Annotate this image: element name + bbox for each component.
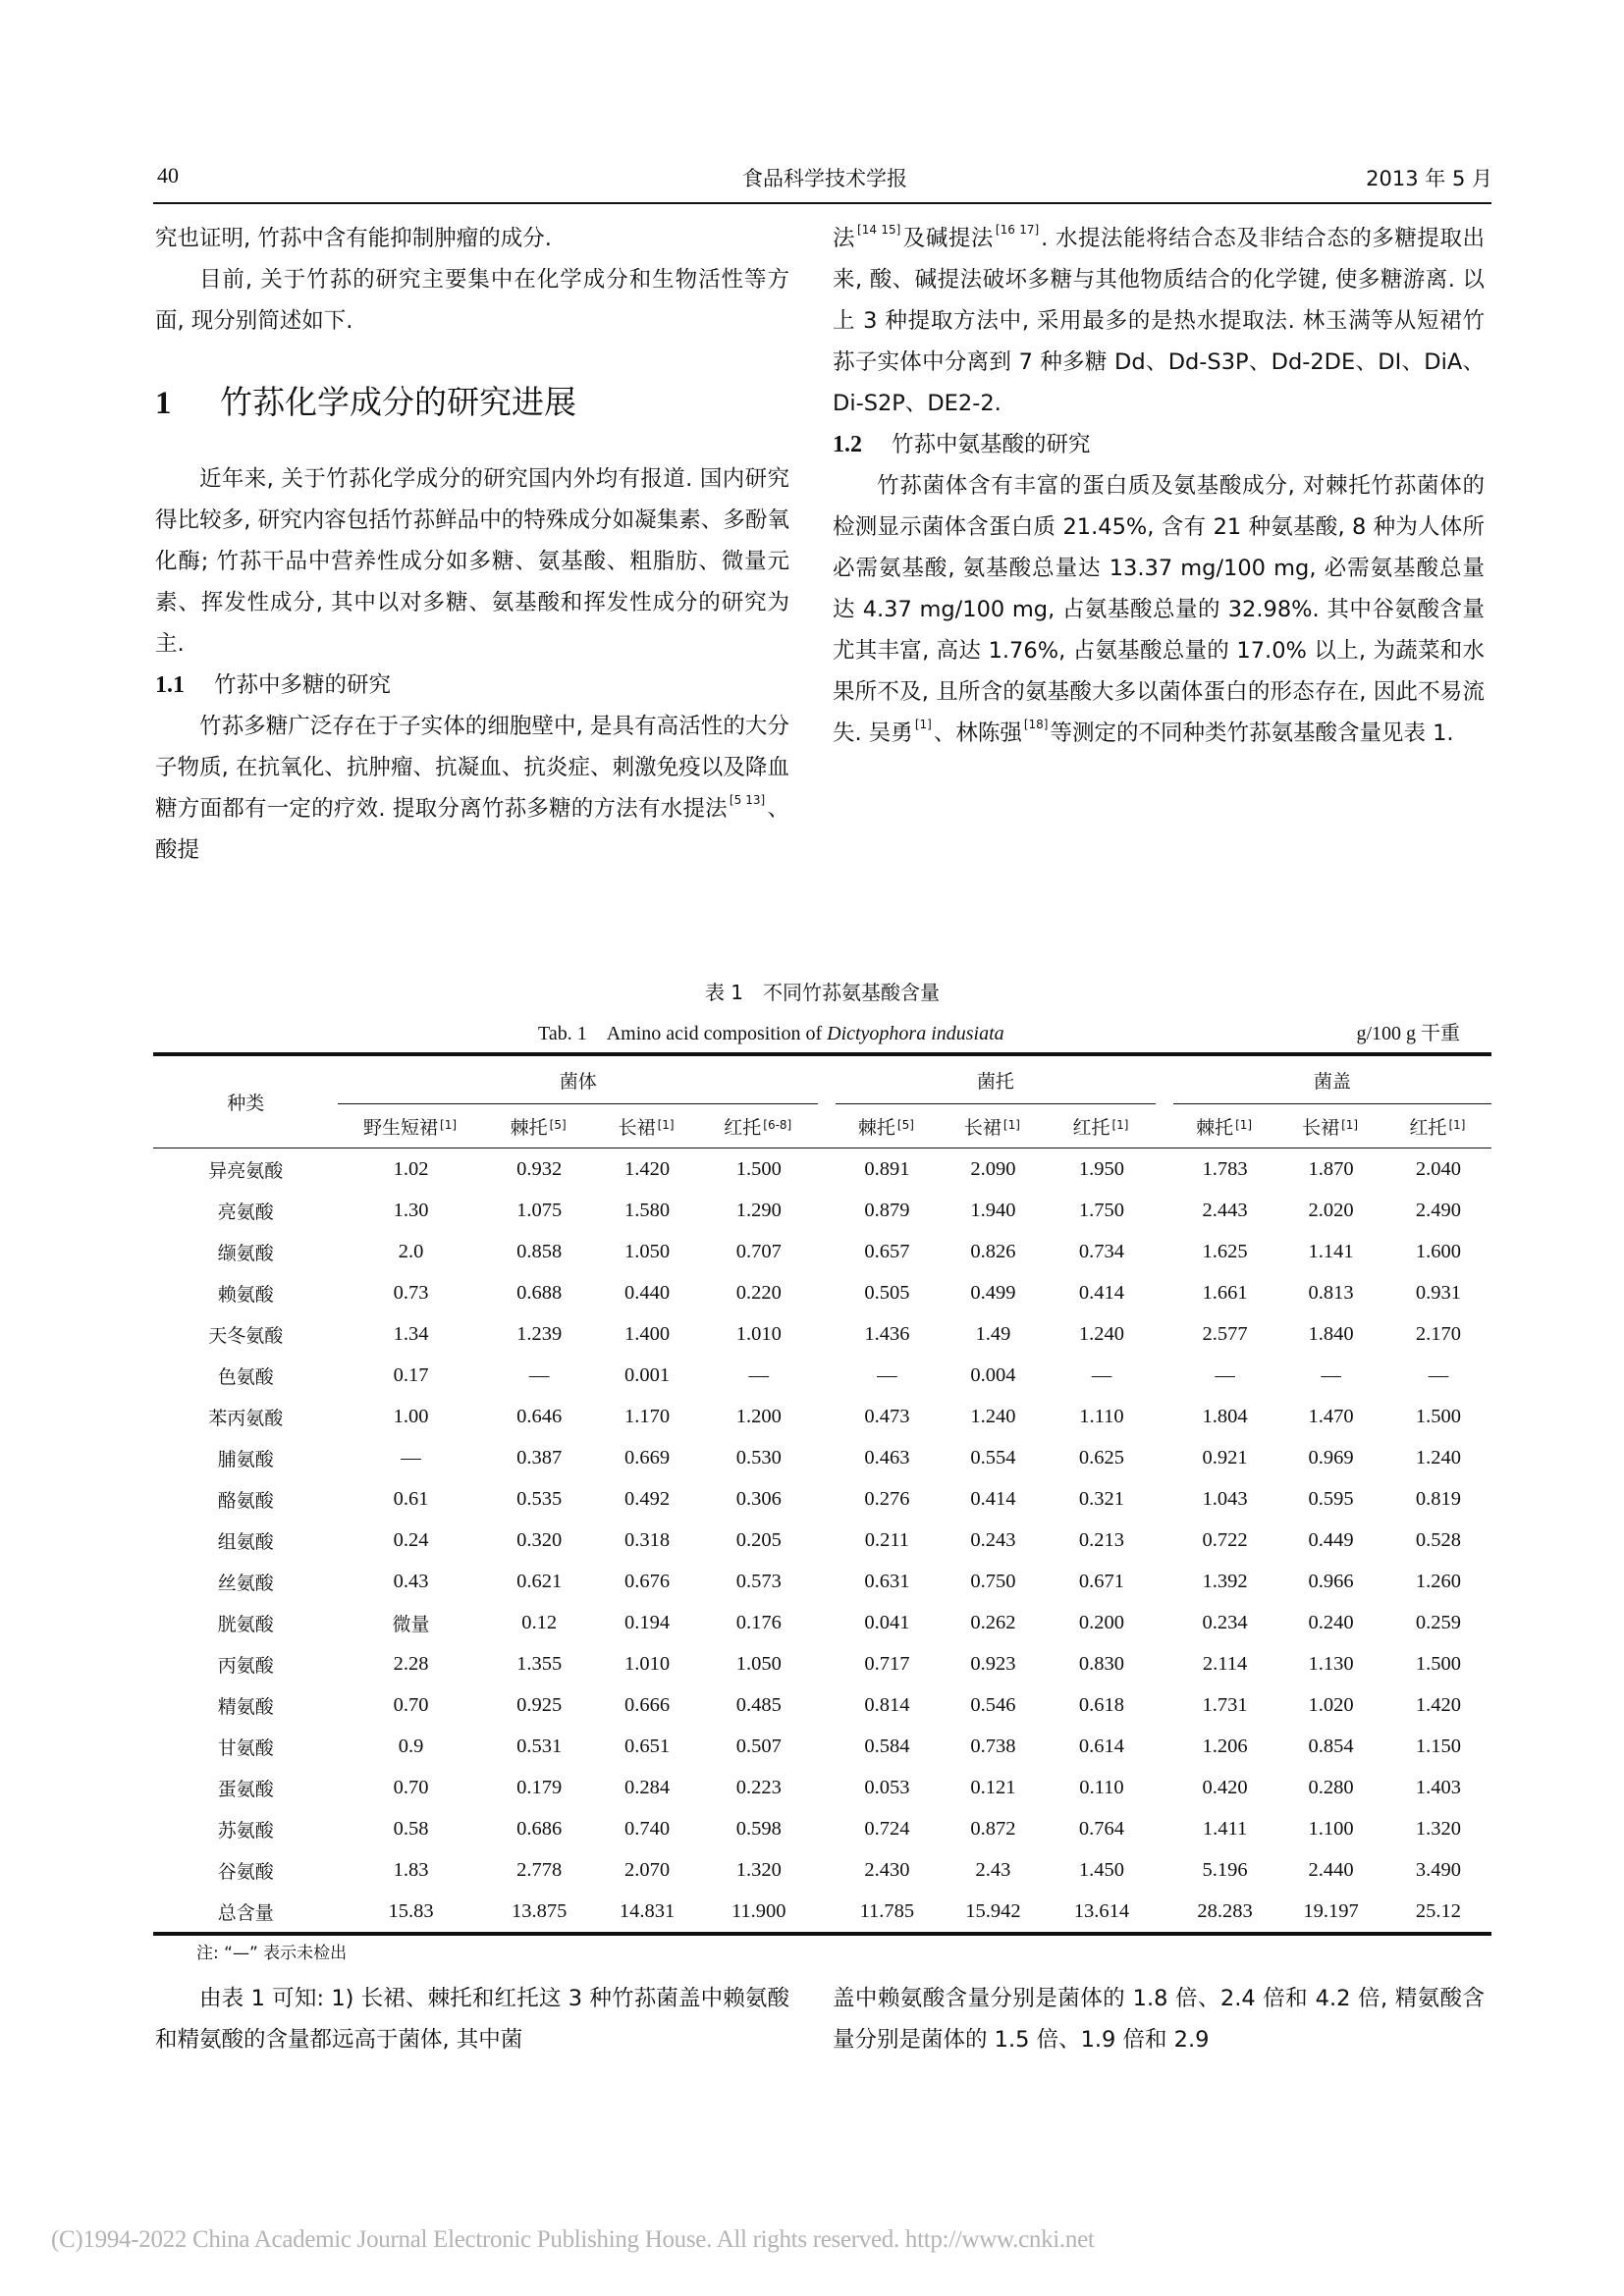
amino-acid-name: 亮氨酸 [217,1201,274,1223]
table-row [153,1602,1491,1643]
table-cell: 0.595 [1308,1487,1354,1510]
table-cell: 0.24 [393,1528,429,1551]
table-row [153,1561,1491,1602]
amino-acid-name: 苯丙氨酸 [208,1407,284,1429]
table-cell: 0.463 [864,1446,910,1468]
column-header: 红托 [1] [1072,1116,1129,1139]
table-cell: 0.669 [624,1446,671,1468]
table-cell: 2.43 [975,1858,1011,1881]
table-cell: 1.02 [393,1157,429,1180]
subsection-title: 竹荪中多糖的研究 [214,672,392,698]
amino-acid-name: 丙氨酸 [217,1654,274,1677]
table-cell: 1.200 [735,1405,782,1427]
table-cell: 1.043 [1202,1487,1248,1510]
table-title: 表 1 不同竹荪氨基酸含量 [704,981,941,1004]
table-cell: 0.473 [864,1405,910,1427]
table-cell: 5.196 [1202,1858,1248,1881]
table-cell: 2.577 [1202,1322,1248,1345]
section-heading [155,373,789,433]
table-cell: 0.676 [624,1570,671,1592]
table-row [153,1767,1491,1808]
table-cell: 1.260 [1415,1570,1461,1592]
table-cell: 0.179 [516,1776,563,1798]
table-cell: 0.420 [1202,1776,1248,1798]
table-row [153,1684,1491,1726]
table-cell: 0.284 [624,1776,671,1798]
table-cell: 2.0 [398,1240,424,1262]
table-caption-prefix: Tab. 1 Amino acid composition of [538,1023,828,1044]
table-cell: 0.879 [864,1199,910,1221]
table-note: 注: “—” 表示未检出 [196,1944,348,1963]
amino-acid-name: 天冬氨酸 [208,1324,284,1347]
table-cell: 0.499 [970,1281,1016,1304]
table-cell: 0.320 [516,1528,563,1551]
table-cell: 2.443 [1202,1199,1248,1221]
table-cell: 0.70 [393,1693,429,1716]
table-cell: 0.200 [1078,1611,1125,1633]
amino-acid-name: 甘氨酸 [217,1736,274,1759]
table-cell: — [528,1363,550,1386]
table-cell: 11.785 [859,1899,915,1922]
table-cell: 0.61 [393,1487,429,1510]
table-cell: 2.070 [624,1858,671,1881]
table-cell: 1.500 [735,1157,782,1180]
table-cell: 2.170 [1415,1322,1461,1345]
column-header: 长裙 [1] [963,1116,1020,1139]
table-cell: 0.280 [1308,1776,1354,1798]
amino-acid-name: 胱氨酸 [217,1613,274,1635]
table-cell: 0.43 [393,1570,429,1592]
table-cell: 1.320 [735,1858,782,1881]
table-body [153,1148,1491,1935]
table-cell: 1.020 [1308,1693,1354,1716]
page-number: 40 [157,163,179,187]
amino-acid-name: 异亮氨酸 [208,1159,284,1182]
table-cell: 0.854 [1308,1735,1354,1757]
citation: [18] [1023,718,1049,731]
table-cell: 1.625 [1202,1240,1248,1262]
table-cell: 2.440 [1308,1858,1354,1881]
table-cell: 0.505 [864,1281,910,1304]
table-cell: 0.321 [1078,1487,1125,1510]
row-header-label: 种类 [227,1093,265,1114]
table-cell: 1.240 [1415,1446,1461,1468]
table-cell: — [877,1363,897,1386]
table-cell: 1.420 [624,1157,671,1180]
table-cell: 0.110 [1079,1776,1124,1798]
amino-acid-name: 精氨酸 [217,1695,274,1718]
table-cell: 1.010 [624,1652,671,1675]
table-cell: 0.625 [1078,1446,1125,1468]
paragraph-text: 等测定的不同种类竹荪氨基酸含量见表 1. [1050,721,1454,746]
citation: [1] [914,718,932,731]
table-cell: 0.740 [624,1817,671,1840]
section-number: 1 [155,386,172,421]
table-cell: 1.783 [1202,1157,1248,1180]
table-cell: 0.530 [735,1446,782,1468]
table-cell: 0.9 [398,1735,424,1757]
species-name: Dictyophora indusiata [827,1023,1004,1044]
paragraph [833,465,1485,754]
table-cell: 1.075 [516,1199,563,1221]
table-cell: 2.778 [516,1858,563,1881]
table-cell: 0.492 [624,1487,671,1510]
citation: [16 17] [995,223,1040,237]
table-cell: 1.731 [1202,1693,1248,1716]
table-cell: 0.722 [1202,1528,1248,1551]
table-cell: 1.30 [393,1199,429,1221]
table-cell: 0.931 [1415,1281,1461,1304]
table-cell: 1.34 [393,1322,429,1345]
table-cell: 0.598 [735,1817,782,1840]
table-cell: 0.262 [970,1611,1016,1633]
table-cell: 0.546 [970,1693,1016,1716]
table-cell: 1.010 [735,1322,782,1345]
column-header: 红托 [1] [1409,1116,1466,1139]
table-cell: 0.194 [624,1611,671,1633]
table-cell: 0.58 [393,1817,429,1840]
table-cell: 1.290 [735,1199,782,1221]
table-cell: 0.830 [1078,1652,1125,1675]
table-cell: 0.528 [1415,1528,1461,1551]
table-cell: — [1091,1363,1112,1386]
table-cell: 1.170 [624,1405,671,1427]
group-header: 菌盖 [1173,1054,1491,1104]
table-cell: 1.470 [1308,1405,1354,1427]
paragraph [833,218,1485,424]
table-cell: 1.804 [1202,1405,1248,1427]
table-row [153,1272,1491,1313]
running-header [157,157,1492,196]
subsection-heading [833,424,1485,465]
table-cell: 0.891 [864,1157,910,1180]
column-header: 野生短裙 [1] [363,1116,458,1139]
table-cell: 1.239 [516,1322,563,1345]
table-cell: 0.921 [1202,1446,1248,1468]
table-cell: 1.420 [1415,1693,1461,1716]
table-row [153,1808,1491,1849]
table-cell: 14.831 [619,1899,676,1922]
table-cell: 0.651 [624,1735,671,1757]
table-cell: 0.449 [1308,1528,1354,1551]
table-cell: 1.840 [1308,1322,1354,1345]
table-cell: 2.020 [1308,1199,1354,1221]
table-cell: 0.213 [1078,1528,1125,1551]
table-cell: 28.283 [1197,1899,1253,1922]
table-cell: 0.535 [516,1487,563,1510]
table-cell: 1.206 [1202,1735,1248,1757]
paragraph [155,706,789,871]
table-cell: 0.70 [393,1776,429,1798]
table-cell: 0.666 [624,1693,671,1716]
table-cell: 0.872 [970,1817,1016,1840]
table-cell: 15.83 [388,1899,434,1922]
table-cell: 2.114 [1202,1652,1248,1675]
paragraph: 近年来, 关于竹荪化学成分的研究国内外均有报道. 国内研究得比较多, 研究内容包括竹荪鲜品中的特殊成分如凝集素、多酚氧化酶; 竹荪干品中营养性成分如多糖、氨基酸、粗脂肪、微量元素、挥发性成分, 其中以对多糖、氨基酸和挥发性成分的研究为主. [155,466,789,657]
table-cell: 0.220 [735,1281,782,1304]
table-cell: — [1215,1363,1235,1386]
table-cell: 1.83 [393,1858,429,1881]
table-cell: 2.430 [864,1858,910,1881]
table-cell: 0.440 [624,1281,671,1304]
table-cell: 1.450 [1078,1858,1125,1881]
table-cell: — [1321,1363,1341,1386]
column-header: 棘托 [1] [1196,1116,1253,1139]
issue-date: 2013 年 5 月 [1366,167,1492,190]
left-column-continued [155,1978,789,2060]
table-cell: 0.73 [393,1281,429,1304]
journal-title: 食品科学技术学报 [742,167,907,190]
table-cell: 0.573 [735,1570,782,1592]
table-cell: — [748,1363,769,1386]
table-cell: 0.688 [516,1281,563,1304]
table-cell: 1.141 [1308,1240,1354,1262]
table-row [153,1643,1491,1684]
amino-acid-name: 缬氨酸 [217,1242,274,1264]
table-cell: 3.490 [1415,1858,1461,1881]
column-header: 红托 [6-8] [724,1116,792,1139]
table-unit: g/100 g 干重 [1356,1023,1460,1044]
right-column-continued [833,1978,1485,2060]
paragraph-text: 、酸提 [155,796,789,863]
subsection-title: 竹荪中氨基酸的研究 [892,432,1091,457]
table-cell: 1.661 [1202,1281,1248,1304]
table-cell: 1.355 [516,1652,563,1675]
table-cell: 0.414 [970,1487,1016,1510]
table-cell: 0.621 [516,1570,563,1592]
table-cell: 0.211 [864,1528,910,1551]
table-cell: 0.614 [1078,1735,1125,1757]
paragraph-text: 竹荪菌体含有丰富的蛋白质及氨基酸成分, 对棘托竹荪菌体的检测显示菌体含蛋白质 21.45%, 含有 21 种氨基酸, 8 种为人体所必需氨基酸, 氨基酸总量达 13.37 mg/100 mg, 必需氨基酸总量达 4.37 mg/100 mg, 占氨基酸总量的 32.98%. 其中谷氨酸含量尤其丰富, 高达 1.76%, 占氨基酸总量的 17.0% 以上, 为蔬菜和水果所不及, 且所含的氨基酸大多以菌体蛋白的形态存在, 因此不易流失. 吴勇 [833,473,1485,746]
table-cell: 0.925 [516,1693,563,1716]
group-header: 菌托 [836,1054,1157,1104]
table-cell: 0.686 [516,1817,563,1840]
table-row [153,1313,1491,1355]
paragraph: 盖中赖氨酸含量分别是菌体的 1.8 倍、2.4 倍和 4.2 倍, 精氨酸含量分别是菌体的 1.5 倍、1.9 倍和 2.9 [833,1986,1485,2053]
paragraph: 由表 1 可知: 1) 长裙、棘托和红托这 3 种竹荪菌盖中赖氨酸和精氨酸的含量都远高于菌体, 其中菌 [155,1986,789,2053]
column-header: 棘托 [5] [510,1116,567,1139]
column-header: 长裙 [1] [1302,1116,1359,1139]
paragraph-text: 竹荪多糖广泛存在于子实体的细胞壁中, 是具有高活性的大分子物质, 在抗氧化、抗肿瘤、抗凝血、抗炎症、刺激免疫以及降血糖方面都有一定的疗效. 提取分离竹荪多糖的方法有水提法 [155,714,789,822]
copyright-footer: (C)1994-2022 China Academic Journal Electronic Publishing House. All rights reserved. http://www.cnki.net [51,2226,1095,2253]
table-cell: 0.041 [864,1611,910,1633]
section-title: 竹荪化学成分的研究进展 [220,383,576,421]
table-cell: 1.100 [1308,1817,1354,1840]
table-cell: 1.750 [1078,1199,1125,1221]
table-cell: 0.306 [735,1487,782,1510]
table-cell: 0.707 [735,1240,782,1262]
table-row [153,1355,1491,1396]
amino-acid-name: 丝氨酸 [217,1572,274,1594]
table-cell: 1.600 [1415,1240,1461,1262]
subsection-number: 1.2 [833,432,862,457]
table-cell: 0.734 [1078,1240,1125,1262]
table-cell: 0.414 [1078,1281,1125,1304]
table-cell: 0.554 [970,1446,1016,1468]
amino-acid-name: 脯氨酸 [217,1448,274,1470]
table-cell: 13.614 [1073,1899,1130,1922]
table-cell: 1.392 [1202,1570,1248,1592]
paragraph-text: . 水提法能将结合态及非结合态的多糖提取出来, 酸、碱提法破坏多糖与其他物质结合的化学键, 使多糖游离. 以上 3 种提取方法中, 采用最多的是热水提取法. 林玉满等从短裙竹荪子实体中分离到 7 种多糖 Dd、Dd-S3P、Dd-2DE、DI、DiA、Di-S2P、DE2-2. [833,226,1485,416]
table-cell: 25.12 [1415,1899,1461,1922]
amino-acid-name: 赖氨酸 [217,1283,274,1306]
table-cell: 0.531 [516,1735,563,1757]
table-row [153,1231,1491,1272]
right-column [833,218,1485,754]
table-cell: 0.276 [864,1487,910,1510]
table-cell: 1.870 [1308,1157,1354,1180]
table-row [153,1148,1491,1191]
table-cell: 1.240 [1078,1322,1125,1345]
table-cell: 0.717 [864,1652,910,1675]
table-cell: 1.500 [1415,1652,1461,1675]
column-header: 长裙 [1] [618,1116,675,1139]
column-header: 棘托 [5] [857,1116,914,1139]
table-cell: 1.050 [735,1652,782,1675]
table-cell: 0.618 [1078,1693,1125,1716]
table-cell: 0.205 [735,1528,782,1551]
table-cell: 0.176 [735,1611,782,1633]
table-row [153,1478,1491,1520]
table-cell: 13.875 [511,1899,568,1922]
table-cell: — [1428,1363,1449,1386]
table-row [153,1849,1491,1891]
table-cell: 15.942 [965,1899,1021,1922]
amino-acid-name: 苏氨酸 [217,1819,274,1842]
table-cell: 0.858 [516,1240,563,1262]
paragraph: 目前, 关于竹荪的研究主要集中在化学成分和生物活性等方面, 现分别简述如下. [155,267,789,334]
table-cell: 0.657 [864,1240,910,1262]
table-cell: 1.00 [393,1405,429,1427]
table-cell: 0.223 [735,1776,782,1798]
table-cell: 1.240 [970,1405,1016,1427]
table-cell: 1.580 [624,1199,671,1221]
amino-acid-name: 总含量 [217,1901,274,1924]
table-column-header-row [153,1104,1491,1148]
table-cell: 2.090 [970,1157,1016,1180]
table-cell: 1.436 [864,1322,910,1345]
table-cell: 0.12 [521,1611,558,1633]
table-cell: 0.121 [970,1776,1016,1798]
table-cell: 0.671 [1078,1570,1125,1592]
paragraph: 究也证明, 竹荪中含有能抑制肿瘤的成分. [155,226,552,251]
table-cell: 11.900 [731,1899,786,1922]
table-cell: 0.826 [970,1240,1016,1262]
subsection-heading [155,665,789,706]
table-cell: 0.387 [516,1446,563,1468]
subsection-number: 1.1 [155,672,185,698]
table-row [153,1190,1491,1231]
table-cell: 0.001 [624,1363,671,1386]
table-cell: 0.259 [1415,1611,1461,1633]
amino-acid-name: 蛋氨酸 [217,1778,274,1800]
table-cell: 2.490 [1415,1199,1461,1221]
table-cell: 0.966 [1308,1570,1354,1592]
table-row [153,1520,1491,1561]
table-cell: 0.819 [1415,1487,1461,1510]
amino-acid-name: 组氨酸 [217,1530,274,1553]
left-column [155,218,789,871]
table-cell: — [401,1446,421,1468]
table-row [153,1726,1491,1767]
table-cell: 0.813 [1308,1281,1354,1304]
table-cell: 0.923 [970,1652,1016,1675]
table-cell: 0.507 [735,1735,782,1757]
amino-acid-name: 色氨酸 [217,1365,274,1388]
table-group-header-row [153,1054,1491,1104]
amino-acid-table [153,1052,1491,1936]
table-cell: 0.17 [393,1363,429,1386]
table-cell: 0.631 [864,1570,910,1592]
table-cell: 1.400 [624,1322,671,1345]
table-cell: 1.500 [1415,1405,1461,1427]
table-cell: 0.814 [864,1693,910,1716]
amino-acid-name: 谷氨酸 [217,1860,274,1883]
table-cell: 0.584 [864,1735,910,1757]
table-cell: 0.318 [624,1528,671,1551]
table-cell: 0.764 [1078,1817,1125,1840]
table-cell: 1.49 [975,1322,1011,1345]
table-cell: 1.110 [1079,1405,1124,1427]
table-cell: 0.738 [970,1735,1016,1757]
table-cell: 0.932 [516,1157,563,1180]
table-cell: 0.485 [735,1693,782,1716]
table-cell: 1.050 [624,1240,671,1262]
table-cell: 2.040 [1415,1157,1461,1180]
paragraph-text: 法 [833,226,856,251]
table-cell: 0.240 [1308,1611,1354,1633]
table-cell: 1.320 [1415,1817,1461,1840]
table-row [153,1891,1491,1934]
table-cell: 1.940 [970,1199,1016,1221]
table-cell: 0.004 [970,1363,1016,1386]
table-cell: 1.150 [1415,1735,1461,1757]
table-cell: 1.403 [1415,1776,1461,1798]
table-cell: 0.234 [1202,1611,1248,1633]
table-cell: 2.28 [393,1652,429,1675]
table-cell: 1.411 [1202,1817,1248,1840]
table-cell: 微量 [392,1613,430,1635]
citation: [5 13] [729,793,766,807]
table-row [153,1437,1491,1478]
table-cell: 0.243 [970,1528,1016,1551]
table-cell: 0.969 [1308,1446,1354,1468]
table-cell: 0.750 [970,1570,1016,1592]
paragraph-text: 及碱提法 [902,226,994,251]
table-cell: 0.646 [516,1405,563,1427]
group-header: 菌体 [338,1054,818,1104]
table-cell: 19.197 [1303,1899,1359,1922]
table-cell: 0.724 [864,1817,910,1840]
header-rule [153,202,1491,204]
table-cell: 0.053 [864,1776,910,1798]
table-cell: 1.950 [1078,1157,1125,1180]
citation: [14 15] [857,223,901,237]
paragraph-text: 、林陈强 [933,721,1022,746]
amino-acid-name: 酪氨酸 [217,1489,274,1512]
table-cell: 1.130 [1308,1652,1354,1675]
table-row [153,1396,1491,1437]
